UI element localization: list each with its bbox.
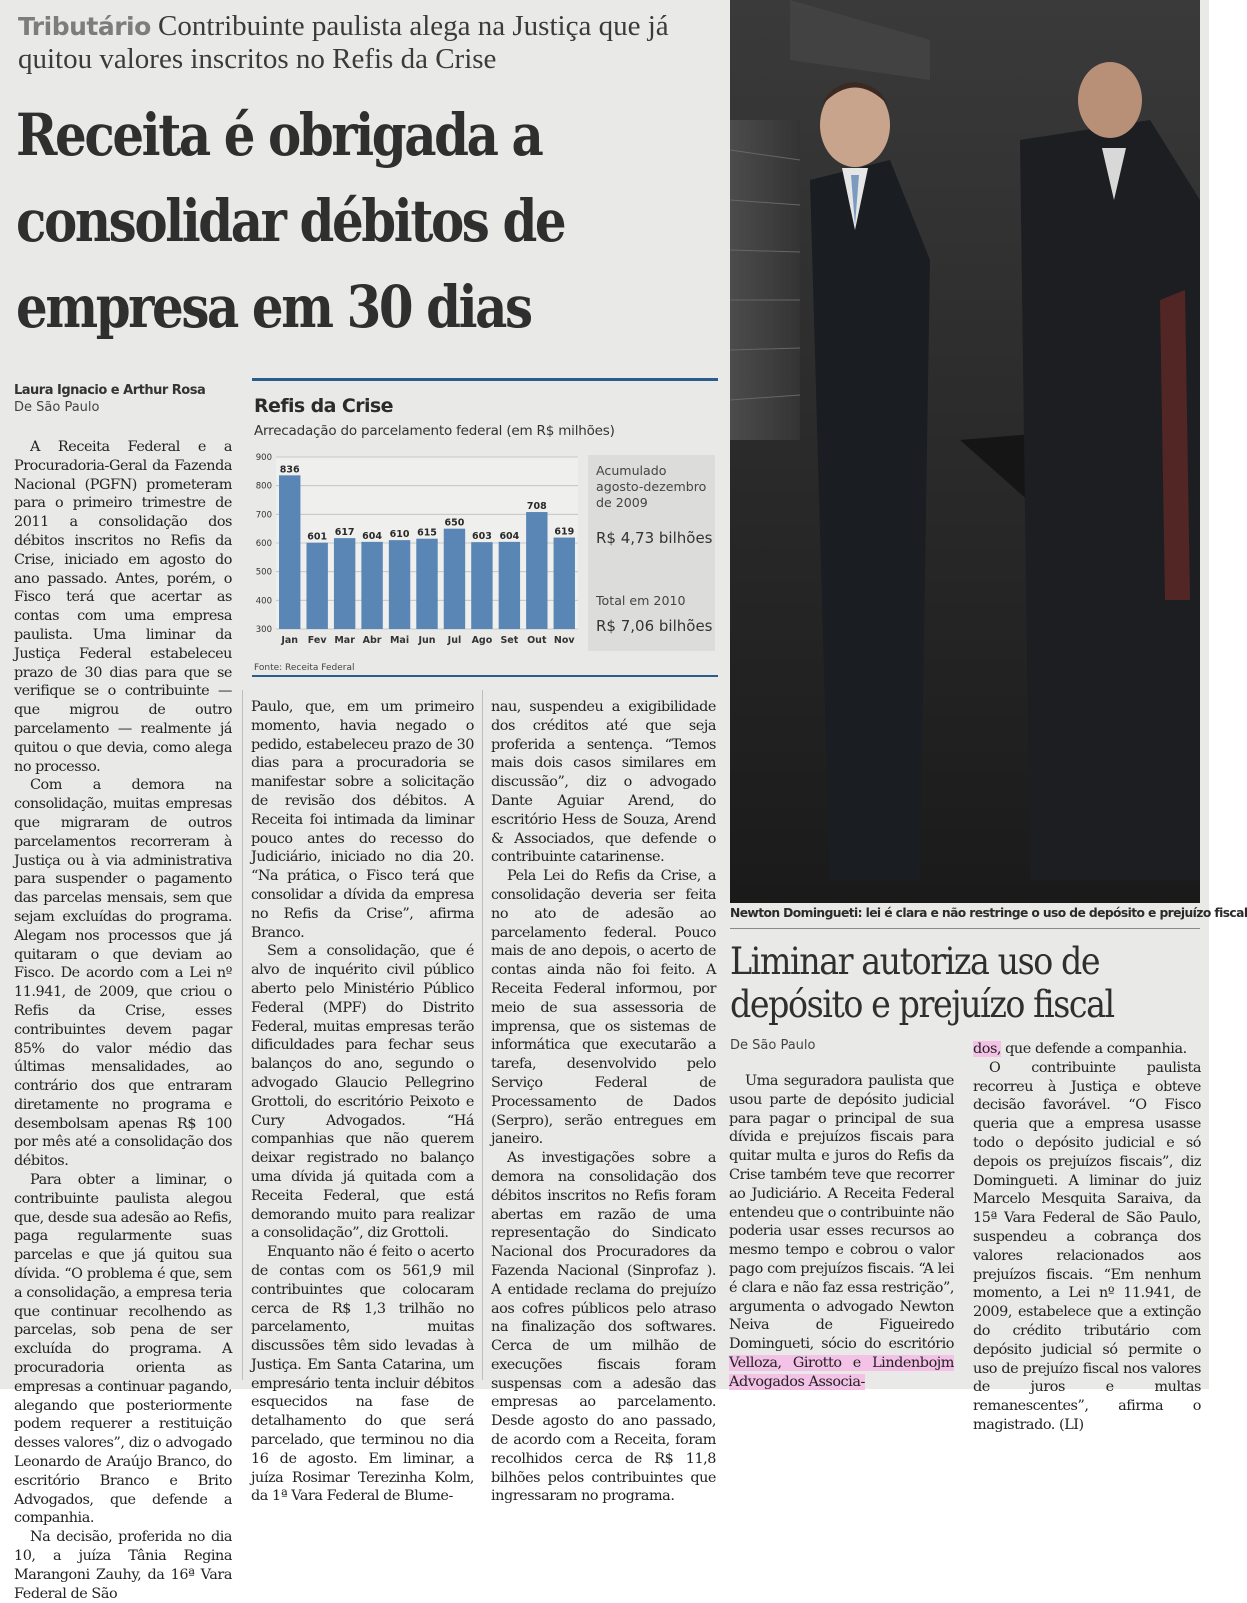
sidebar-headline: [730, 940, 1200, 1026]
total-value-text: R$ 7,06 bilhões: [596, 617, 713, 635]
bar-value-label: 615: [417, 527, 437, 539]
paragraph: [973, 1040, 1201, 1059]
chart-summary-box: [588, 455, 715, 651]
x-tick-label: Jan: [281, 635, 299, 646]
bar: [499, 542, 520, 629]
paragraph: [729, 1072, 954, 1392]
accumulated-label: Acumulado agosto-dezembro de 2009: [596, 463, 707, 510]
kicker-text: Contribuinte paulista alega na Justiça que já quitou valores inscritos no Refis da Crise: [18, 10, 669, 75]
y-tick-label: 400: [255, 596, 272, 607]
chart-source: Fonte: Receita Federal: [254, 663, 355, 673]
highlighted-text: dos,: [973, 1041, 1002, 1057]
y-tick-label: 900: [255, 453, 272, 463]
bar-value-label: 601: [307, 531, 328, 543]
y-tick-label: 300: [255, 625, 272, 635]
x-tick-label: Mai: [389, 635, 410, 646]
highlighted-text: Velloza, Girotto e Lindenbojm Advogados Associa-: [729, 1354, 954, 1390]
bar-value-label: 617: [334, 527, 355, 539]
bar-value-label: 604: [362, 530, 383, 542]
bar: [416, 539, 437, 629]
paragraph: Enquanto não é feito o acerto de contas com os 561,9 mil contribuintes que colocaram cerca de R$ 1,3 trilhão no parcelamento, muitas discussões têm sido levadas à Justiça. Em Santa Catarina, um empresário tenta incluir débitos esquecidos na fase de detalhamento do que será parcelado, que terminou no dia 16 de agosto. Em liminar, a juíza Rosimar Terezinha Kolm, da 1ª Vara Federal de Blume-: [251, 1244, 474, 1505]
bar: [334, 538, 355, 629]
headline-line: Receita é obrigada a: [16, 101, 542, 169]
chart-plot: [256, 453, 578, 646]
headline: [16, 92, 726, 350]
y-tick-label: 500: [255, 567, 272, 578]
paragraph: Paulo, que, em um primeiro momento, havia negado o pedido, estabeleceu prazo de 30 dias para a procuradoria se manifestar sobre a solicitação de revisão dos débitos. A Receita foi intimada da liminar pouco antes do recesso do Judiciário, iniciado no dia 20. “Na prática, o Fisco terá que consolidar a dívida da empresa no Refis da Crise”, afirma Branco.: [251, 699, 474, 941]
chart-rule: [252, 675, 718, 677]
column-rule: [482, 690, 483, 1380]
paragraph: Na decisão, proferida no dia 10, a juíza Tânia Regina Marangoni Zauhy, da 16ª Vara Federal de São: [14, 1529, 232, 1602]
body-column-3: [491, 698, 716, 1506]
bar: [279, 475, 300, 629]
x-tick-label: Mar: [334, 635, 355, 646]
bar-value-label: 650: [444, 517, 465, 529]
authors: Laura Ignacio e Arthur Rosa: [14, 383, 206, 398]
kicker: [18, 10, 718, 76]
bar: [306, 543, 327, 629]
bar-chart: [252, 449, 588, 679]
x-tick-label: Out: [527, 635, 547, 646]
dateline: De São Paulo: [14, 400, 100, 415]
paragraph-text: Uma seguradora paulista que usou parte de depósito judicial para pagar o principal de sua dívida e prejuízos fiscais para quitar multa e juros do Refis da Crise também teve que recorrer ao Judiciário. A Receita Federal entendeu que o contribuinte não poderia usar esses recursos ao mesmo tempo e cobrou o valor pago com prejuízos fiscais. “A lei é clara e não faz essa restrição”, argumenta o advogado Newton Neiva de Figueiredo Domingueti, sócio do escritório: [729, 1073, 954, 1353]
byline: [14, 383, 244, 415]
body-column-2: [251, 698, 474, 1506]
photo: [730, 0, 1200, 903]
total-value: [596, 617, 712, 635]
chart-subtitle: Arrecadação do parcelamento federal (em R$ milhões): [254, 423, 615, 439]
x-tick-label: Jul: [447, 635, 462, 646]
bar-value-label: 610: [389, 529, 410, 541]
x-tick-label: Abr: [362, 635, 382, 646]
y-tick-label: 800: [255, 481, 272, 492]
x-tick-label: Jun: [418, 635, 436, 646]
bar-value-label: 603: [471, 531, 492, 543]
paragraph: Para obter a liminar, o contribuinte paulista alegou que, desde sua adesão ao Refis, paga regularmente suas parcelas e que já quitou sua dívida. “O problema é que, sem a consolidação, a empresa teria que continuar recolhendo as parcelas, sob pena de ser excluída do programa. A procuradoria orienta as empresas a continuar pagando, alegando que posteriormente podem requerer a restituição desses valores”, diz o advogado Leonardo de Araújo Branco, do escritório Branco e Brito Advogados, que defende a companhia.: [14, 1172, 232, 1527]
section-label: Tributário: [18, 12, 151, 41]
chart-box: [252, 378, 718, 681]
sidebar-column-2: [973, 1040, 1201, 1435]
x-tick-label: Ago: [471, 635, 493, 646]
paragraph: Pela Lei do Refis da Crise, a consolidação deveria ser feita no ato de adesão ao parcelamento federal. Pouco mais de ano depois, o acerto de contas ainda não foi feito. A Receita Federal informou, por meio de sua assessoria de imprensa, que os sistemas de informática que executarão a tarefa, desenvolvido pelo Serviço Federal de Processamento de Dados (Serpro), serão entregues em janeiro.: [491, 868, 716, 1148]
y-tick-label: 700: [255, 510, 272, 521]
caption-rule: [730, 928, 1200, 929]
bar: [471, 542, 492, 629]
paragraph: A Receita Federal e a Procuradoria-Geral da Fazenda Nacional (PGFN) prometeram para o primeiro trimestre de 2011 a consolidação dos débitos inscritos no Refis da Crise, iniciado em agosto do ano passado. Antes, porém, o Fisco terá que acertar as contas com uma empresa paulista. Uma liminar da Justiça Federal estabeleceu prazo de 30 dias para que se verifique se o contribuinte — que migrou de outro parcelamento — realmente já quitou o que devia, como alega no processo.: [14, 439, 232, 775]
column-rule: [242, 690, 243, 1380]
paragraph: As investigações sobre a demora na consolidação dos débitos inscritos no Refis foram abertas em razão de uma representação do Sindicato Nacional dos Procuradores da Fazenda Nacional (Sinprofaz ). A entidade reclama do prejuízo aos cofres públicos pelo atraso na finalização dos softwares. Cerca de um milhão de execuções fiscais foram suspensas com a adesão das empresas ao parcelamento. Desde agosto do ano passado, de acordo com a Receita, foram recolhidos cerca de R$ 11,8 bilhões pelos contribuintes que ingressaram no programa.: [491, 1150, 716, 1505]
bar-value-label: 708: [526, 501, 547, 513]
photo-image: [730, 0, 1200, 903]
headline-line: empresa em 30 dias: [16, 273, 531, 341]
paragraph: Sem a consolidação, que é alvo de inquérito civil público aberto pelo Ministério Público Federal (MPF) do Distrito Federal, muitas empresas terão dificuldades para fechar seus balanços do ano, segundo o advogado Glaucio Pellegrino Grottoli, do escritório Peixoto e Cury Advogados. “Há companhias que não querem deixar registrado no balanço uma dívida já quitada com a Receita Federal, que está demorando muito para realizar a consolidação”, diz Grottoli.: [251, 943, 474, 1242]
bar: [361, 542, 382, 629]
bar: [389, 540, 410, 629]
sidebar-headline-line: Liminar autoriza uso de: [730, 940, 1100, 983]
bar: [444, 529, 465, 629]
paragraph: O contribuinte paulista recorreu à Justiça e obteve decisão favorável. “O Fisco queria que a empresa usasse todo o depósito judicial e só depois os prejuízos fiscais”, diz Domingueti. A liminar do juiz Marcelo Mesquita Saraiva, da 15ª Vara Federal de São Paulo, suspendeu a cobrança dos valores relacionados aos prejuízos fiscais. “Em nenhum momento, a Lei nº 11.941, de 2009, estabelece que a extinção do crédito tributário com depósito judicial só permite o uso de prejuízo fiscal nos valores de juros e multas remanescentes”, afirma o magistrado. (LI): [973, 1059, 1201, 1433]
bar: [554, 538, 575, 629]
photo-caption: Newton Domingueti: lei é clara e não restringe o uso de depósito e prejuízo fiscal: [730, 906, 1247, 920]
body-column-1: [14, 438, 232, 1603]
headline-line: consolidar débitos de: [16, 187, 565, 255]
accumulated-value-text: R$ 4,73 bilhões: [596, 529, 713, 547]
bar: [526, 512, 547, 629]
x-tick-label: Fev: [307, 635, 327, 646]
x-tick-label: Set: [500, 635, 519, 646]
paragraph: Com a demora na consolidação, muitas empresas que migraram de outros parcelamentos recorreram à Justiça ou à via administrativa para suspender o pagamento das parcelas mensais, sem que sejam excluídas do programa. Alegam nos processos que já quitaram o que deviam ao Fisco. De acordo com a Lei nº 11.941, de 2009, que criou o Refis da Crise, esses contribuintes devem pagar 85% do valor médio das últimas mensalidades, ao contrário dos que entraram diretamente no programa e desembolsam apenas R$ 100 por mês até a consolidação dos débitos.: [14, 777, 232, 1170]
bar-value-label: 836: [279, 464, 300, 476]
x-tick-label: Nov: [553, 635, 575, 646]
sidebar-headline-line: depósito e prejuízo fiscal: [730, 983, 1114, 1026]
accumulated-value: [596, 529, 712, 547]
sidebar-dateline: De São Paulo: [730, 1038, 816, 1053]
chart-title: Refis da Crise: [254, 395, 393, 417]
paragraph-text: que defende a companhia.: [1005, 1041, 1187, 1057]
y-tick-label: 600: [255, 539, 272, 549]
sidebar-column-1: [729, 1072, 954, 1392]
paragraph: nau, suspendeu a exigibilidade dos créditos até que seja proferida a sentença. “Temos mais dois casos similares em discussão”, diz o advogado Dante Aguiar Arend, do escritório Hess de Souza, Arend & Associados, que defende o contribuinte catarinense.: [491, 699, 716, 866]
bar-value-label: 604: [499, 530, 520, 542]
bar-value-label: 619: [554, 526, 575, 538]
total-label: Total em 2010: [596, 593, 686, 608]
